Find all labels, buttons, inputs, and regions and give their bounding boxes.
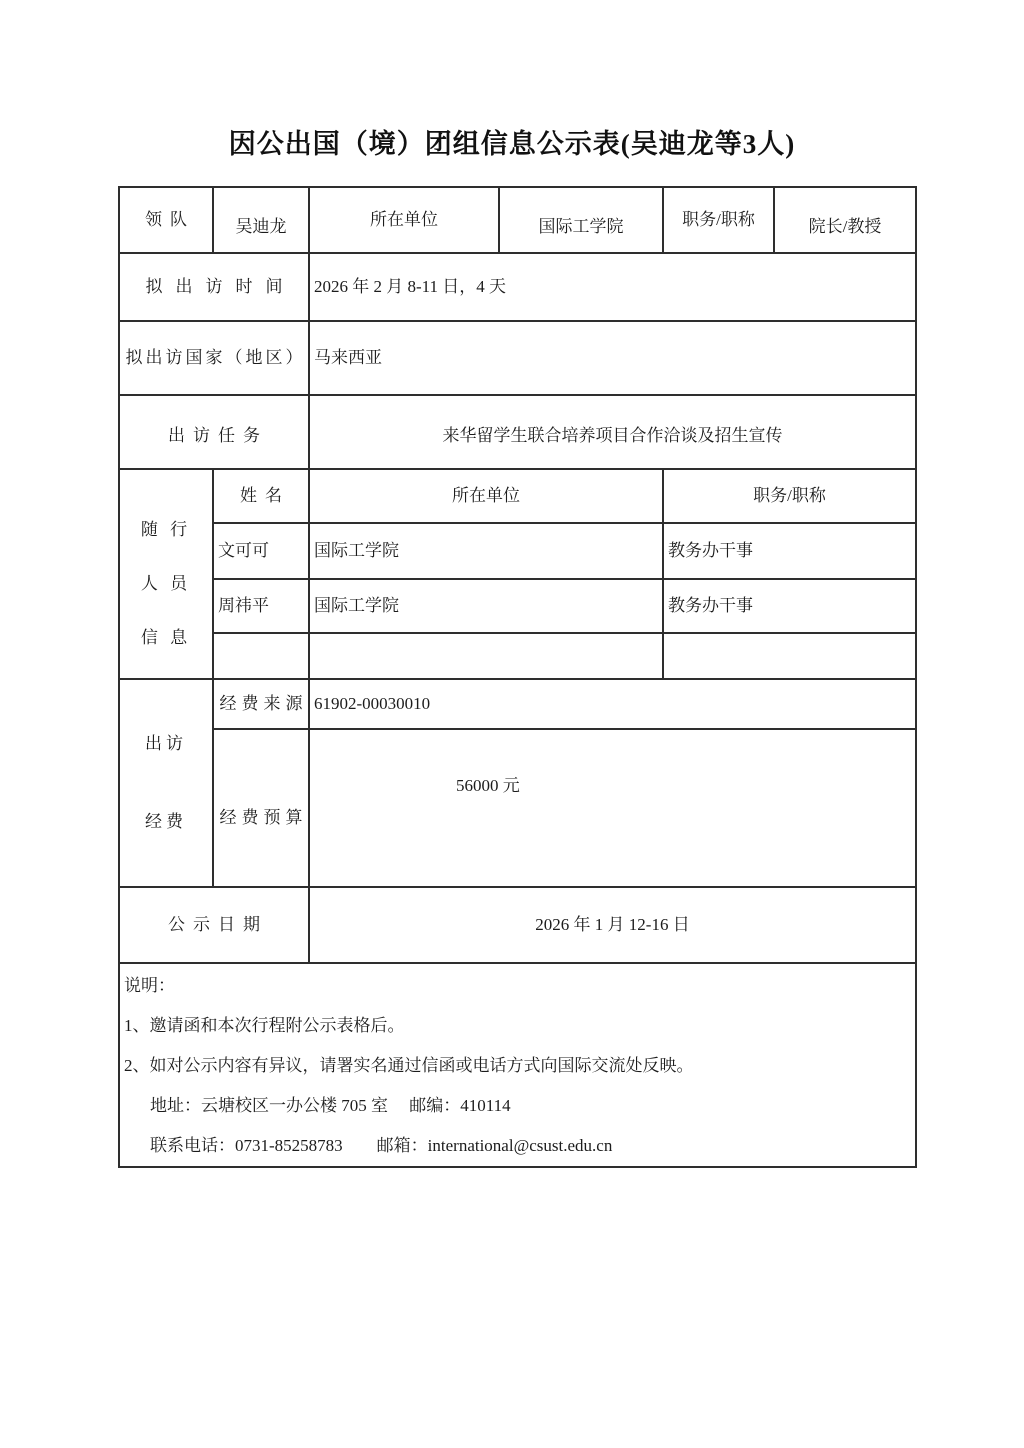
entourage-2-name: 周祎平 [213,579,309,633]
notes-contact-line: 联系电话：0731-85258783 邮箱：international@csust.edu.cn [150,1136,613,1155]
funding-budget-label: 经费预算 [213,729,309,887]
page-title: 因公出国（境）团组信息公示表(吴迪龙等3人) [228,129,796,159]
entourage-header-position: 职务/职称 [663,469,916,523]
mission-value: 来华留学生联合培养项目合作洽谈及招生宣传 [309,395,916,469]
funding-section-label [119,679,213,887]
entourage-3-unit [309,633,663,679]
entourage-1-name: 文可可 [213,523,309,579]
funding-source-value: 61902-00030010 [309,679,916,729]
entourage-row-3 [119,633,916,679]
entourage-label-line3: 信 息 [140,628,192,647]
time-row [119,253,916,321]
country-value: 马来西亚 [309,321,916,395]
entourage-label-line2: 人 员 [140,574,192,593]
notes-address-line: 地址：云塘校区一办公楼 705 室 邮编：410114 [150,1096,511,1115]
entourage-1-position: 教务办干事 [663,523,916,579]
publicity-date-value: 2026 年 1 月 12-16 日 [309,887,916,963]
notes-item-1: 1、邀请函和本次行程附公示表格后。 [124,1016,405,1035]
entourage-header-name: 姓名 [213,469,309,523]
entourage-header-unit: 所在单位 [309,469,663,523]
leader-position-label: 职务/职称 [663,187,774,253]
funding-source-label: 经费来源 [213,679,309,729]
leader-label: 领队 [119,187,213,253]
entourage-3-name [213,633,309,679]
leader-unit-label: 所在单位 [309,187,499,253]
funding-budget-value: 56000 元 [309,729,916,887]
mission-label: 出访任务 [119,395,309,469]
entourage-row-1 [119,523,916,579]
funding-source-row [119,679,916,729]
entourage-section-label [119,469,213,679]
notice-form-table [118,186,917,1168]
entourage-header-row [119,469,916,523]
publicity-date-row [119,887,916,963]
leader-position-value: 院长/教授 [774,187,916,253]
leader-name: 吴迪龙 [213,187,309,253]
entourage-1-unit: 国际工学院 [309,523,663,579]
entourage-label-line1: 随 行 [140,520,192,539]
entourage-2-position: 教务办干事 [663,579,916,633]
publicity-date-label: 公示日期 [119,887,309,963]
time-label: 拟出访时间 [119,253,309,321]
country-row [119,321,916,395]
funding-budget-row [119,729,916,887]
notes-heading: 说明： [124,976,175,995]
mission-row [119,395,916,469]
notes-row [119,963,916,1167]
funding-label-line1: 出访 [145,734,187,753]
leader-unit-value: 国际工学院 [499,187,663,253]
entourage-2-unit: 国际工学院 [309,579,663,633]
country-label: 拟出访国家（地区） [119,321,309,395]
leader-row [119,187,916,253]
notes-cell [119,963,916,1167]
notes-item-2: 2、如对公示内容有异议，请署实名通过信函或电话方式向国际交流处反映。 [124,1056,694,1075]
entourage-3-position [663,633,916,679]
entourage-row-2 [119,579,916,633]
funding-label-line2: 经费 [145,812,187,831]
time-value: 2026 年 2 月 8-11 日，4 天 [309,253,916,321]
